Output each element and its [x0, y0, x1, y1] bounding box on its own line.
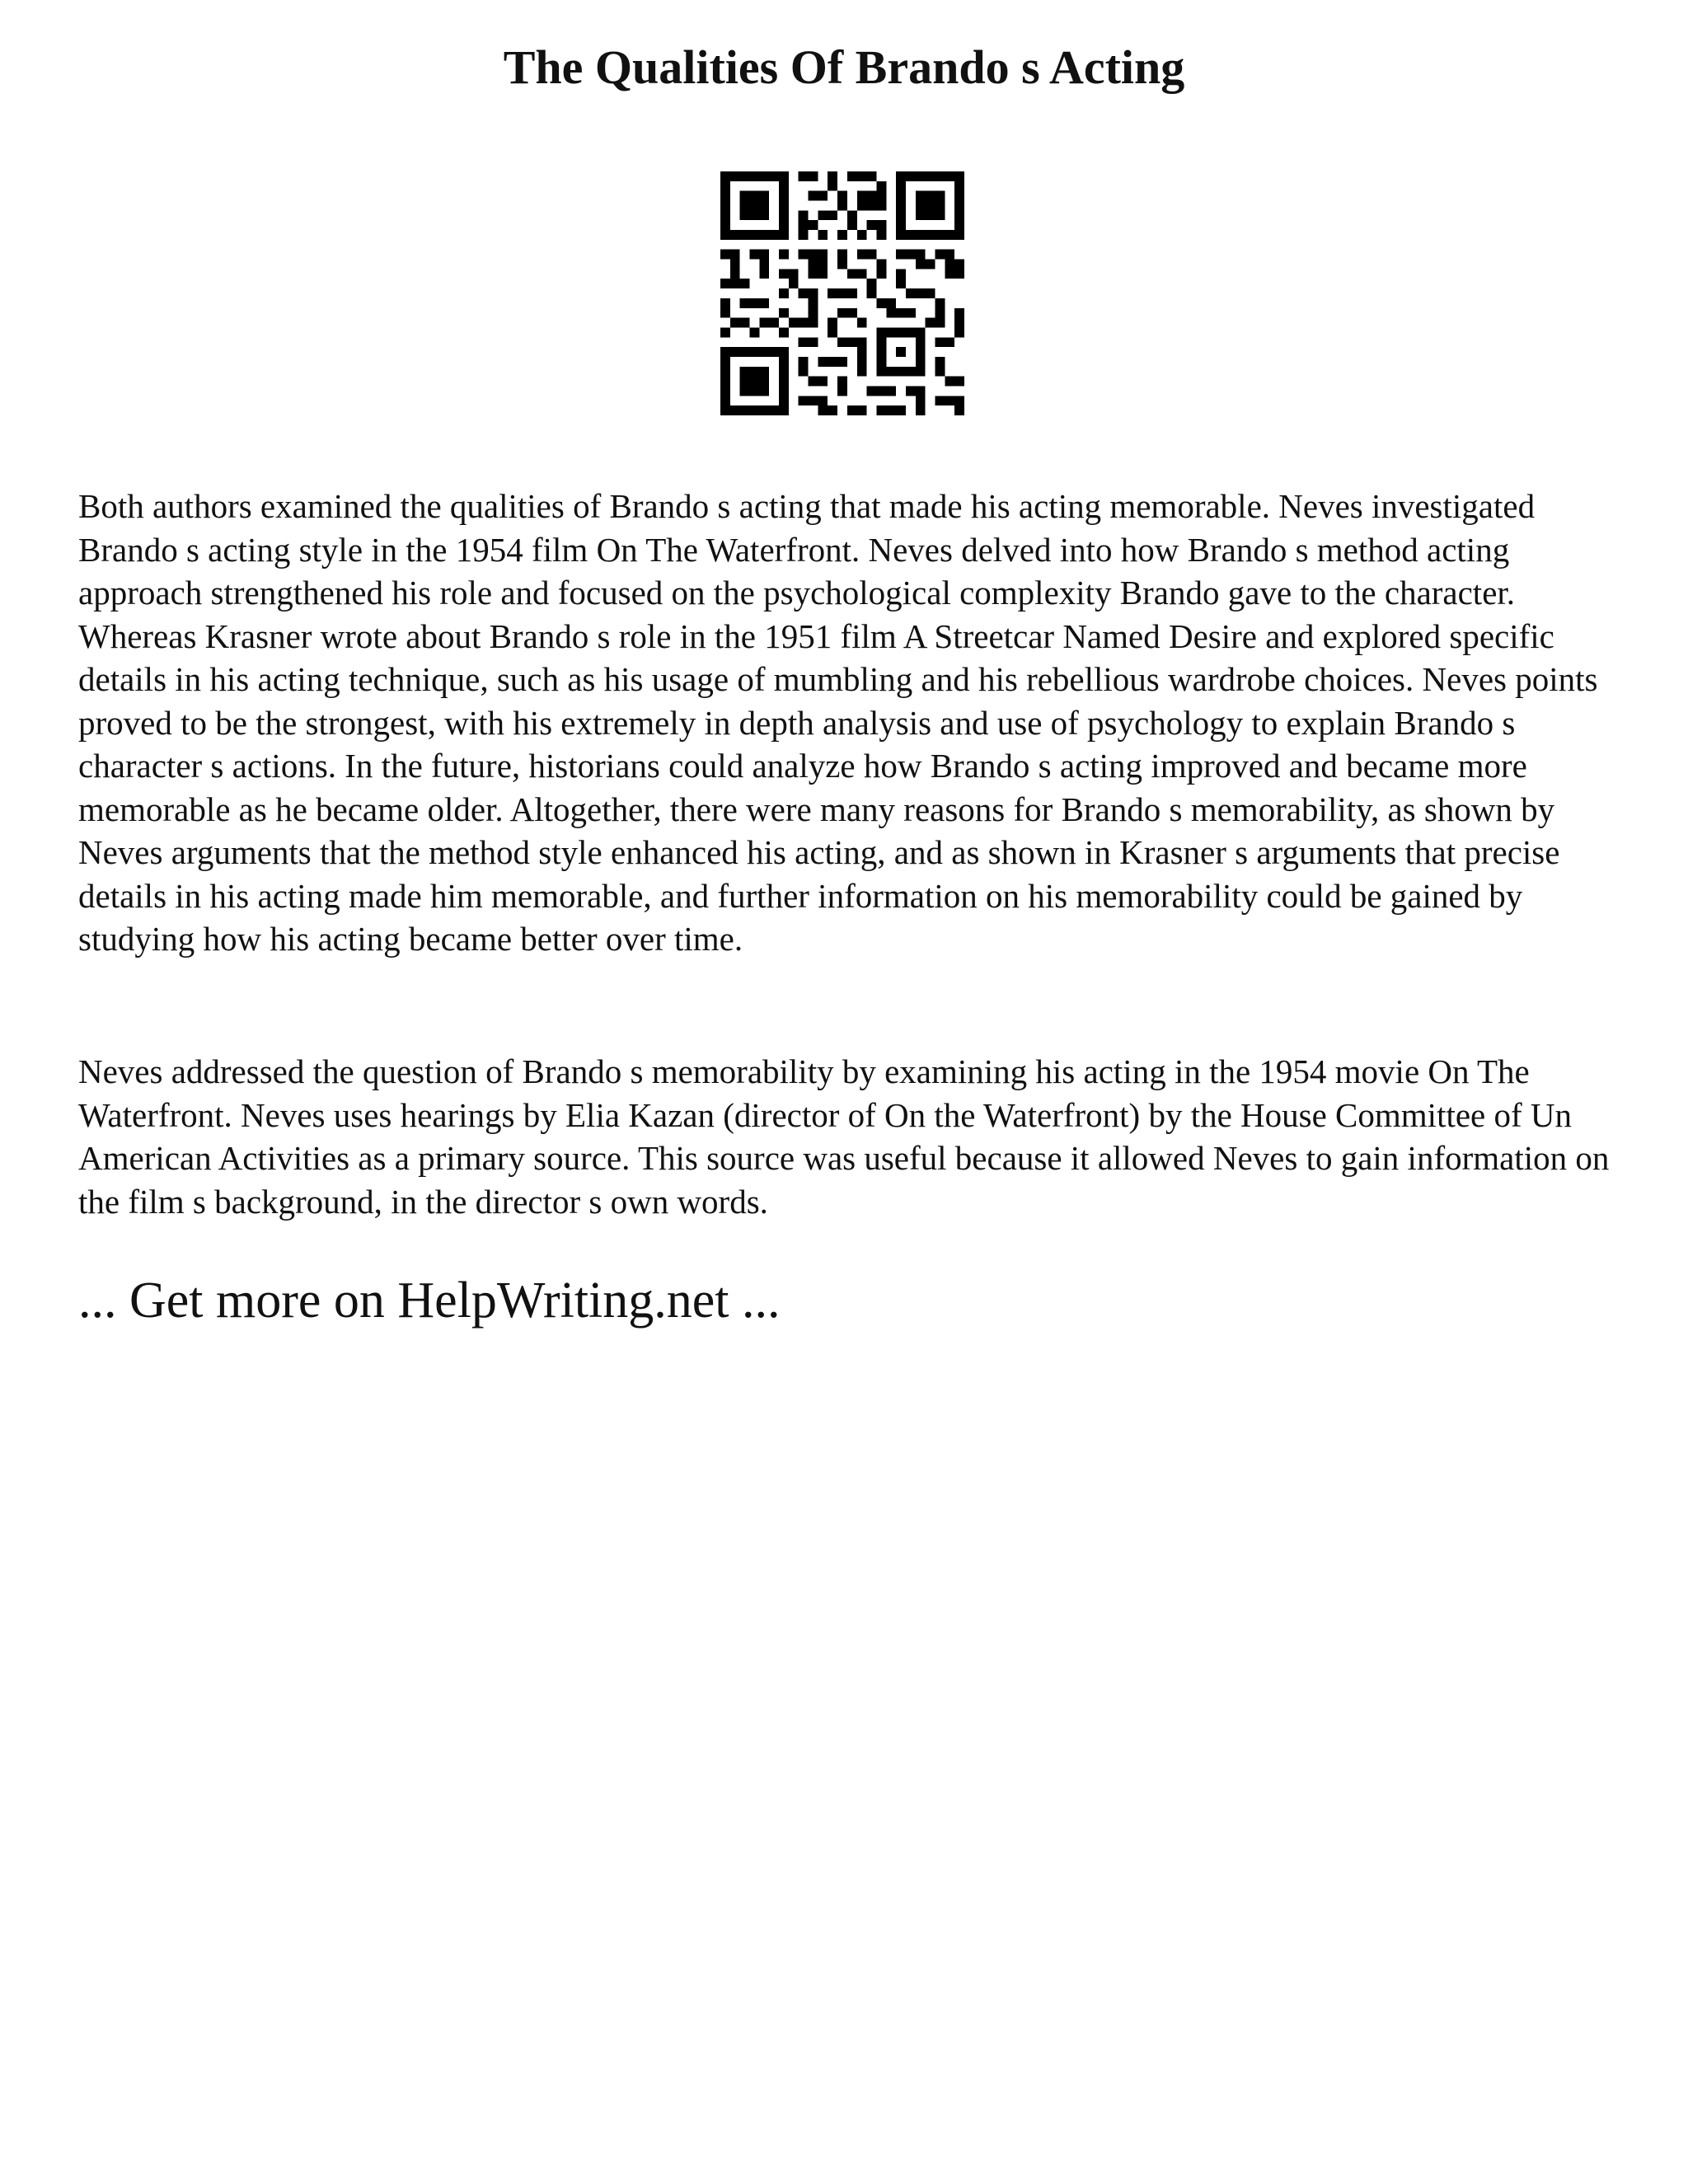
page-title: The Qualities Of Brando s Acting — [503, 40, 1185, 94]
get-more-link[interactable]: ... Get more on HelpWriting.net ... — [78, 1272, 781, 1329]
body-paragraph-2: Neves addressed the question of Brando s memorability by examining his acting in the 1954 movie On The Waterfront. Neves uses hearings by Elia Kazan (director of On the Waterfront) by the House Committee of Un American Activities as a primary source. This source was useful because it allowed Neves to gain information on the film s background, in the director s own words. — [78, 1052, 1610, 1221]
qr-code-icon — [720, 171, 964, 415]
body-paragraph-1: Both authors examined the qualities of Brando s acting that made his acting memorable. Neves investigated Brando s acting style in the 1954 film On The Waterfront. Neves delved into how Brando s method acting approach strengthened his role and focused on the psychological complexity Brando gave to the character. Whereas Krasner wrote about Brando s role in the 1951 film A Streetcar Named Desire and explored specific details in his acting technique, such as his usage of mumbling and his rebellious wardrobe choices. Neves points proved to be the strongest, with his extremely in depth analysis and use of psychology to explain Brando s character s actions. In the future, historians could analyze how Brando s acting improved and became more memorable as he became older. Altogether, there were many reasons for Brando s memorability, as shown by Neves arguments that the method style enhanced his acting, and as shown in Krasner s arguments that precise details in his acting made him memorable, and further information on his memorability could be gained by studying how his acting became better over time. — [78, 487, 1598, 958]
qr-code-graphic — [720, 171, 964, 415]
